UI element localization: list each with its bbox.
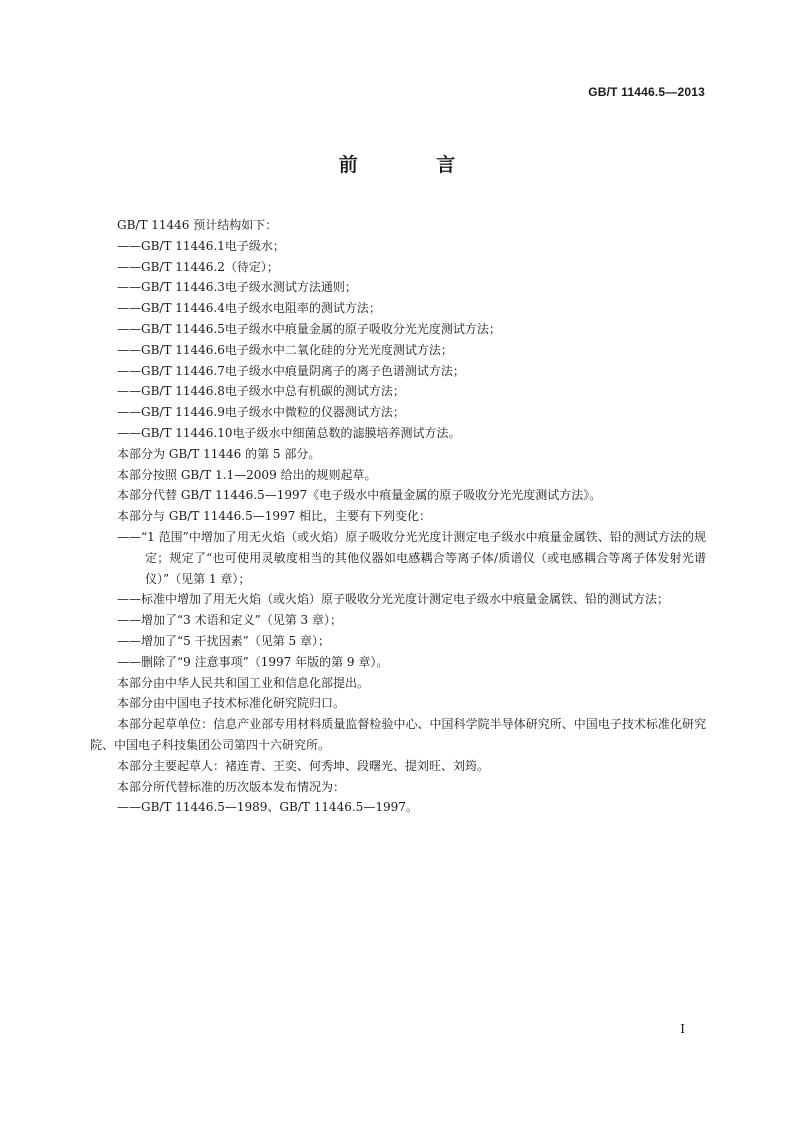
structure-item-title: 电子级水中痕量阴离子的离子色谱测试方法； — [224, 363, 465, 378]
structure-item-title: 电子级水中总有机碳的测试方法； — [224, 384, 405, 399]
structure-item-title: 电子级水中微粒的仪器测试方法； — [224, 405, 405, 420]
structure-item-title: （待定）； — [224, 259, 279, 274]
standard-code: GB/T 11446.5—2013 — [588, 85, 705, 99]
structure-item-code: ——GB/T 11446.1 — [117, 238, 225, 253]
structure-item-code: ——GB/T 11446.6 — [117, 342, 225, 357]
structure-item — [90, 277, 706, 298]
structure-item-title: 电子级水中细菌总数的滤膜培养测试方法。 — [232, 425, 461, 440]
structure-item — [90, 257, 706, 278]
change-item: ——删除了“9 注意事项”（1997 年版的第 9 章）。 — [117, 654, 389, 669]
structure-item — [90, 423, 706, 444]
structure-item-code: ——GB/T 11446.4 — [117, 301, 225, 316]
change-item: ——“1 范围”中增加了用无火焰（或火焰）原子吸收分光光度计测定电子级水中痕量金属铁、铅的测试方法的规定；规定了“也可使用灵敏度相当的其他仪器如电感耦合等离子体/质谱仪（或电感耦合等离子体发射光谱仪）”（见第 1 章）； — [117, 529, 706, 586]
structure-item — [90, 340, 706, 361]
drafting-units-statement: 本部分起草单位：信息产业部专用材料质量监督检验中心、中国科学院半导体研究所、中国电子技术标准化研究院、中国电子科技集团公司第四十六研究所。 — [90, 717, 706, 752]
structure-item-code: ——GB/T 11446.9 — [117, 405, 225, 420]
structure-item-title: 电子级水中二氧化硅的分光光度测试方法； — [224, 342, 453, 357]
changes-intro: 本部分与 GB/T 11446.5—1997 相比，主要有下列变化： — [117, 509, 432, 524]
structure-item-code: ——GB/T 11446.10 — [117, 425, 233, 440]
structure-item — [90, 361, 706, 382]
history-intro: 本部分所代替标准的历次版本发布情况为： — [117, 779, 346, 794]
structure-item-title: 电子级水； — [224, 238, 285, 253]
proposed-by-statement: 本部分由中华人民共和国工业和信息化部提出。 — [117, 675, 370, 690]
structure-item-code: ——GB/T 11446.2 — [117, 259, 225, 274]
structure-item-title: 电子级水电阻率的测试方法； — [224, 301, 381, 316]
structure-item-code: ——GB/T 11446.8 — [117, 384, 225, 399]
structure-item — [90, 298, 706, 319]
structure-item-code: ——GB/T 11446.5 — [117, 321, 225, 336]
structure-item — [90, 319, 706, 340]
structure-list — [90, 236, 706, 444]
change-item: ——增加了“3 术语和定义”（见第 3 章）； — [117, 613, 342, 628]
history-list: ——GB/T 11446.5—1989、GB/T 11446.5—1997。 — [117, 800, 418, 815]
structure-item — [90, 381, 706, 402]
structure-item-code: ——GB/T 11446.3 — [117, 280, 225, 295]
page-title: 前 言 — [338, 154, 492, 176]
page-number: I — [680, 1022, 685, 1036]
foreword-body — [90, 215, 706, 818]
change-item: ——增加了“5 干扰因素”（见第 5 章）； — [117, 633, 330, 648]
managed-by-statement: 本部分由中国电子技术标准化研究院归口。 — [117, 696, 346, 711]
changes-list — [90, 527, 706, 673]
structure-item — [90, 402, 706, 423]
drafting-rules-statement: 本部分按照 GB/T 1.1—2009 给出的规则起草。 — [117, 467, 377, 482]
structure-intro: GB/T 11446 预计结构如下： — [117, 218, 278, 232]
structure-item-title: 电子级水测试方法通则； — [224, 280, 357, 295]
structure-item-code: ——GB/T 11446.7 — [117, 363, 225, 378]
structure-item — [90, 236, 706, 257]
drafters-statement: 本部分主要起草人：褚连青、王奕、何秀坤、段曙光、提刘旺、刘筠。 — [117, 758, 490, 773]
replacement-statement: 本部分代替 GB/T 11446.5—1997《电子级水中痕量金属的原子吸收分光光度测试方法》。 — [117, 488, 602, 503]
part-statement: 本部分为 GB/T 11446 的第 5 部分。 — [117, 446, 321, 461]
structure-item-title: 电子级水中痕量金属的原子吸收分光光度测试方法； — [224, 321, 501, 336]
change-item: ——标准中增加了用无火焰（或火焰）原子吸收分光光度计测定电子级水中痕量金属铁、铅的测试方法； — [117, 592, 670, 607]
